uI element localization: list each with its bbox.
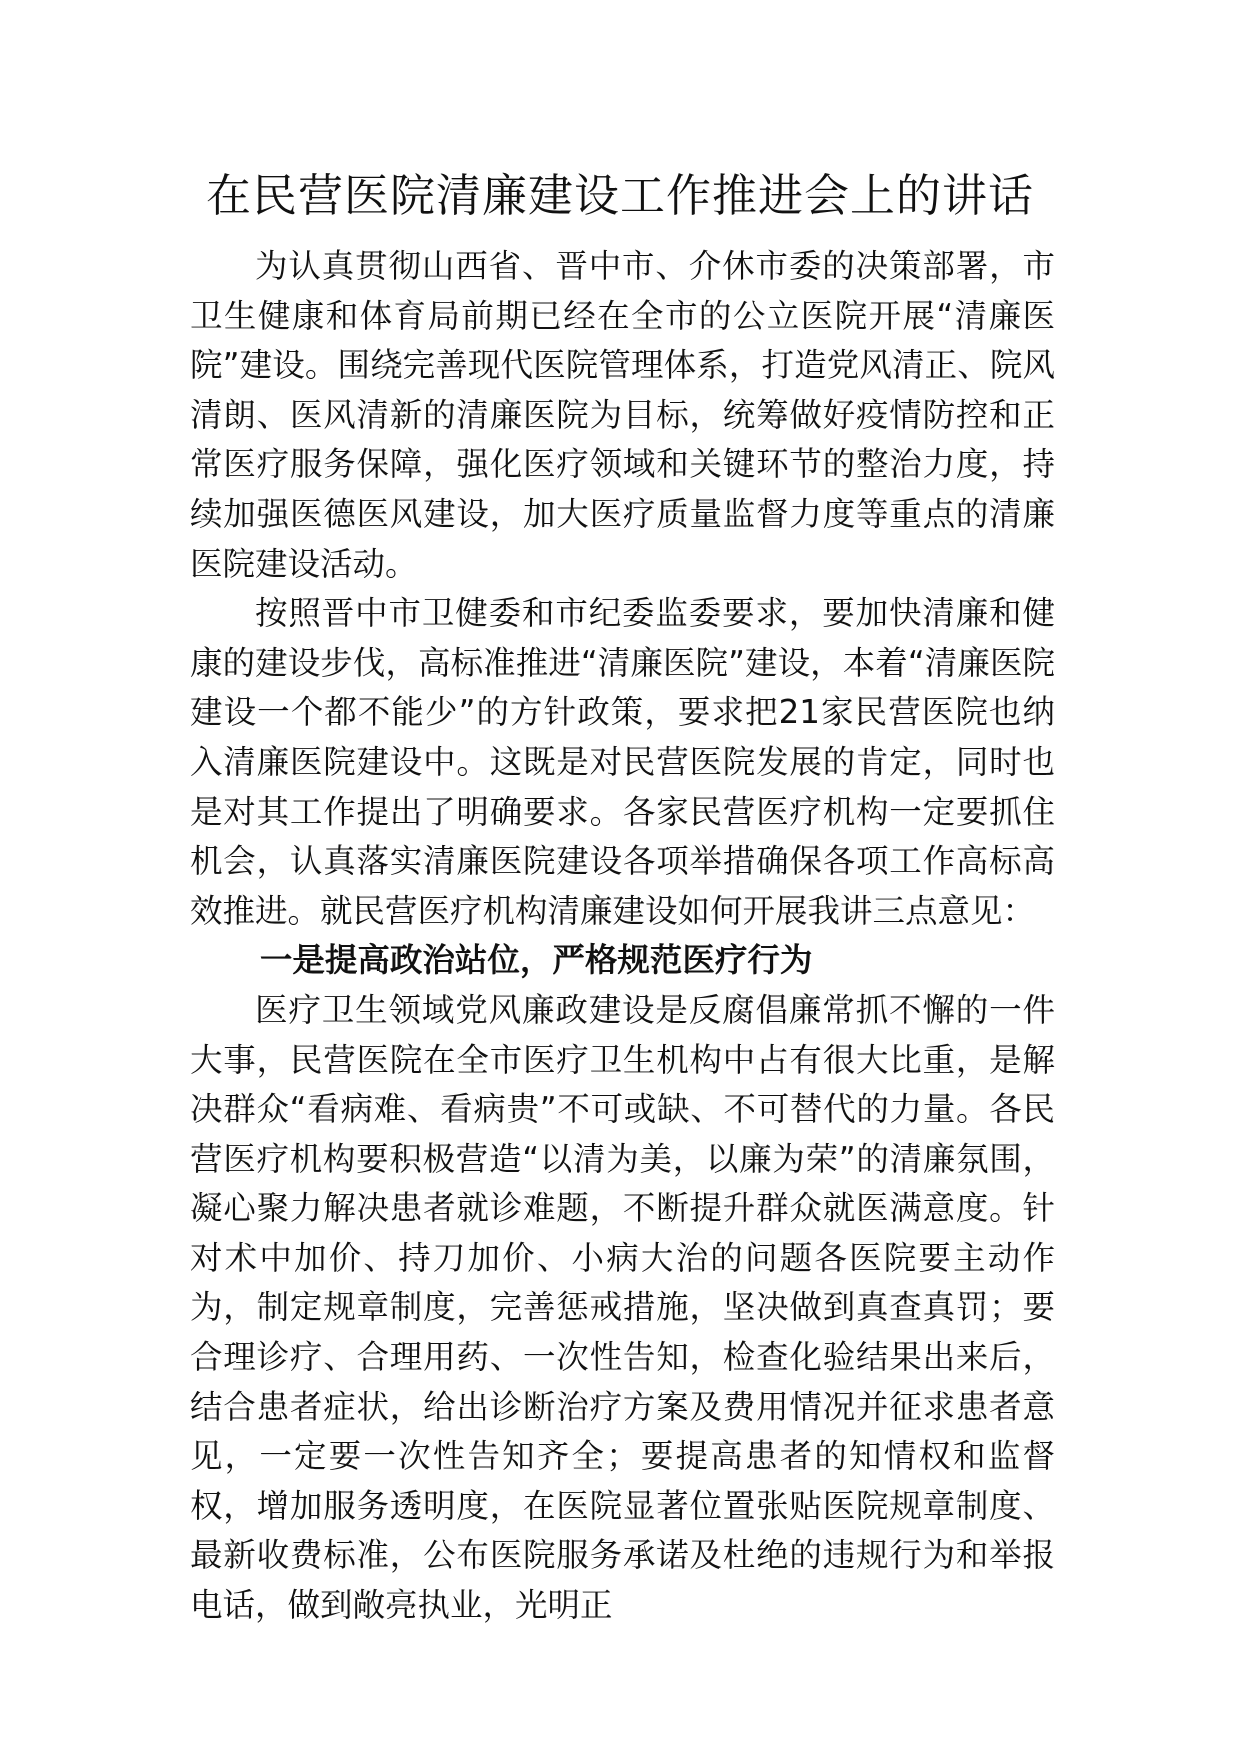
document-body bbox=[190, 242, 1055, 1631]
paragraph: 按照晋中市卫健委和市纪委监委要求，要加快清廉和健康的建设步伐，高标准推进“清廉医院”建设，本着“清廉医院建设一个都不能少”的方针政策，要求把21家民营医院也纳入清廉医院建设中。这既是对民营医院发展的肯定，同时也是对其工作提出了明确要求。各家民营医疗机构一定要抓住机会，认真落实清廉医院建设各项举措确保各项工作高标高效推进。就民营医疗机构清廉建设如何开展我讲三点意见： bbox=[190, 594, 1055, 930]
paragraph: 为认真贯彻山西省、晋中市、介休市委的决策部署，市卫生健康和体育局前期已经在全市的公立医院开展“清廉医院”建设。围绕完善现代医院管理体系，打造党风清正、院风清朗、医风清新的清廉医院为目标，统筹做好疫情防控和正常医疗服务保障，强化医疗领域和关键环节的整治力度，持续加强医德医风建设，加大医疗质量监督力度等重点的清廉医院建设活动。 bbox=[190, 247, 1055, 583]
paragraph: 医疗卫生领域党风廉政建设是反腐倡廉常抓不懈的一件大事，民营医院在全市医疗卫生机构中占有很大比重，是解决群众“看病难、看病贵”不可或缺、不可替代的力量。各民营医疗机构要积极营造“以清为美，以廉为荣”的清廉氛围，凝心聚力解决患者就诊难题，不断提升群众就医满意度。针对术中加价、持刀加价、小病大治的问题各医院要主动作为，制定规章制度，完善惩戒措施，坚决做到真查真罚；要合理诊疗、合理用药、一次性告知，检查化验结果出来后，结合患者症状，给出诊断治疗方案及费用情况并征求患者意见，一定要一次性告知齐全；要提高患者的知情权和监督权，增加服务透明度，在医院显著位置张贴医院规章制度、最新收费标准，公布医院服务承诺及杜绝的违规行为和举报电话，做到敞亮执业，光明正 bbox=[190, 990, 1055, 1625]
section-heading: 一是提高政治站位，严格规范医疗行为 bbox=[259, 941, 813, 980]
document-title: 在民营医院清廉建设工作推进会上的讲话 bbox=[205, 169, 1034, 222]
